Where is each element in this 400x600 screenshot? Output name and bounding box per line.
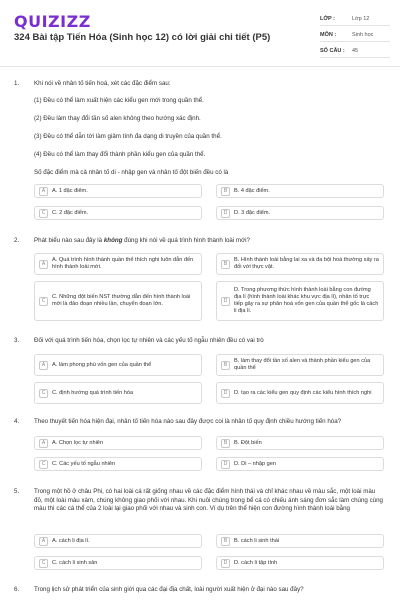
option-letter-box: C (39, 559, 48, 568)
option-text: cách li địa lí. (58, 537, 90, 544)
option-prefix: A. (52, 361, 58, 368)
meta-value: 45 (352, 47, 359, 54)
meta-row-subject (320, 28, 390, 42)
option-b[interactable] (216, 253, 384, 275)
meta-label: SỐ CÂU : (320, 47, 345, 54)
option-letter-box: D (221, 209, 230, 218)
option-letter-box: B (221, 439, 230, 448)
option-d[interactable] (216, 457, 384, 471)
option-prefix: B. (234, 187, 240, 194)
option-d[interactable] (216, 382, 384, 404)
option-c[interactable] (34, 382, 202, 404)
option-a[interactable] (34, 184, 202, 198)
option-text: cách li sinh thái (240, 537, 280, 544)
option-letter-box: A (39, 439, 48, 448)
statement: Số đặc điểm mà cả nhân tố di - nhập gen và nhân tố đột biến đều có là (34, 169, 229, 176)
document-title: 324 Bài tập Tiến Hóa (Sinh học 12) có lời giải chi tiết (P5) (14, 32, 271, 43)
question-text: Phát biểu nào sau đây là không đúng khi nói về quá trình hình thành loài mới? (34, 237, 250, 244)
keyword-emphasis: không (103, 237, 123, 244)
option-prefix: B. (234, 439, 240, 446)
option-text: Đột biến (240, 439, 262, 446)
option-letter-box: C (39, 389, 48, 398)
option-text: tạo ra các kiểu gen quy định các kiểu hình thích nghi (241, 389, 372, 396)
quizizz-logo: QUIZIZZ (14, 12, 91, 31)
option-text: 3 đặc điểm. (241, 209, 271, 216)
option-letter-box: C (39, 209, 48, 218)
option-a[interactable] (34, 436, 202, 450)
option-prefix: C. (52, 209, 58, 216)
option-prefix: C. (52, 389, 58, 396)
meta-row-grade (320, 12, 390, 26)
meta-label: LỚP : (320, 15, 335, 22)
option-letter-box: B (221, 260, 230, 269)
option-text: Trong phương thức hình thành loài bằng con đường địa lí (hình thành loài khác khu vực địa lí), nhân tố trực tiếp gây ra sự phân hoá vốn gen của quần thể gốc là cách li địa lí. (234, 287, 379, 314)
option-prefix: C. (52, 460, 58, 467)
option-letter-box: A (39, 187, 48, 196)
question-number: 4. (14, 418, 20, 425)
question-text: Khi nói về nhân tố tiến hoá, xét các đặc điểm sau: (34, 80, 171, 87)
option-text: làm phong phú vốn gen của quần thể (58, 361, 152, 368)
statement: (1) Đều có thể làm xuất hiện các kiểu gen mới trong quần thể. (34, 97, 204, 104)
option-text: làm thay đổi tần số alen và thành phần kiểu gen của quần thể (234, 358, 371, 371)
option-b[interactable] (216, 184, 384, 198)
option-prefix: B. (234, 537, 240, 544)
option-letter-box: D (221, 559, 230, 568)
option-letter-box: D (221, 389, 230, 398)
option-prefix: D. (234, 559, 240, 566)
option-prefix: A. (52, 537, 58, 544)
option-a[interactable] (34, 534, 202, 548)
option-letter-box: D (221, 460, 230, 469)
meta-value: Lớp 12 (352, 15, 370, 22)
option-text: Di – nhập gen (241, 460, 276, 467)
option-prefix: A. (52, 187, 58, 194)
question-number: 2. (14, 237, 20, 244)
option-letter-box: B (221, 361, 230, 370)
option-letter-box: D (221, 297, 230, 306)
question-number: 3. (14, 337, 20, 344)
option-prefix: B. (234, 358, 240, 364)
option-letter-box: A (39, 537, 48, 546)
option-d[interactable] (216, 206, 384, 220)
option-a[interactable] (34, 253, 202, 275)
option-prefix: D. (234, 389, 240, 396)
option-c[interactable] (34, 457, 202, 471)
option-prefix: A. (52, 257, 58, 263)
meta-label: MÔN : (320, 31, 337, 38)
option-letter-box: A (39, 361, 48, 370)
question-number: 6. (14, 586, 20, 593)
option-text: 2 đặc điểm. (59, 209, 89, 216)
option-letter-box: C (39, 460, 48, 469)
option-text: cách li sinh sản (59, 559, 98, 566)
meta-value: Sinh học (352, 31, 374, 38)
option-b[interactable] (216, 354, 384, 376)
document-header (0, 0, 400, 67)
option-prefix: D. (234, 209, 240, 216)
question-number: 1. (14, 80, 20, 87)
statement: (4) Đều có thể làm thay đổi thành phần kiểu gen của quần thể. (34, 151, 206, 158)
option-c[interactable] (34, 556, 202, 570)
meta-row-count (320, 44, 390, 58)
option-text: cách li tập tính (241, 559, 278, 566)
statement: (2) Đều làm thay đổi tần số alen không theo hướng xác định. (34, 115, 201, 122)
option-b[interactable] (216, 436, 384, 450)
option-d[interactable] (216, 556, 384, 570)
option-letter-box: B (221, 187, 230, 196)
option-text: Các yếu tố ngẫu nhiên (59, 460, 116, 467)
option-text: 4 đặc điểm. (240, 187, 270, 194)
option-c[interactable] (34, 206, 202, 220)
option-prefix: C. (52, 559, 58, 566)
option-c[interactable] (34, 281, 202, 321)
option-letter-box: B (221, 537, 230, 546)
option-prefix: A. (52, 439, 58, 446)
statement: (3) Đều có thể dẫn tới làm giảm tính đa dạng di truyền của quần thể. (34, 133, 222, 140)
question-text: Trong lịch sử phát triển của sinh giới qua các đại địa chất, loài người xuất hiện ở đại nào sau đây? (34, 586, 304, 593)
question-text: Theo thuyết tiến hóa hiện đại, nhân tố tiến hóa nào sau đây được coi là nhân tố quy định chiều hướng tiến hóa? (34, 418, 342, 425)
question-number: 5. (14, 488, 20, 495)
option-text: Chọn lọc tự nhiên (58, 439, 104, 446)
option-text: 1 đặc điểm. (58, 187, 88, 194)
question-text: Trong một hồ ở châu Phi, có hai loài cá rất giống nhau về các đặc điểm hình thái và chỉ khác nhau về màu sắc, một loài màu đỏ, một loài màu xám, chúng không giao phối với nhau. Khi nuôi chúng trong bể cá có chiếu ánh sáng đơn sắc làm chúng cùng màu thì các cá thể của 2 loài lại giao phối với nhau và sinh con. Ví dụ trên thể hiện con đường hình thành loài bằng (34, 488, 383, 512)
option-b[interactable] (216, 534, 384, 548)
option-letter-box: A (39, 260, 48, 269)
option-d[interactable] (216, 281, 384, 321)
option-a[interactable] (34, 354, 202, 376)
option-prefix: B. (234, 257, 240, 263)
meta-info (320, 12, 390, 60)
option-text: Những đột biến NST thường dẫn đến hình thành loài mới là đảo đoạn nhiều lần, chuyển đoạn lớn. (52, 294, 191, 307)
question-text: Đối với quá trình tiến hóa, chọn lọc tự nhiên và các yếu tố ngẫu nhiên đều có vai trò (34, 337, 264, 344)
option-prefix: C. (52, 294, 58, 300)
option-text: định hướng quá trình tiến hóa (59, 389, 134, 396)
option-text: Hình thành loài bằng lai xa và đa bội hoá thường xảy ra đối với thực vật. (234, 257, 379, 270)
option-letter-box: C (39, 297, 48, 306)
option-prefix: D. (234, 460, 240, 467)
option-prefix: D. (234, 287, 240, 293)
option-text: Quá trình hình thành quần thể thích nghi luôn dẫn đến hình thành loài mới. (52, 257, 194, 270)
